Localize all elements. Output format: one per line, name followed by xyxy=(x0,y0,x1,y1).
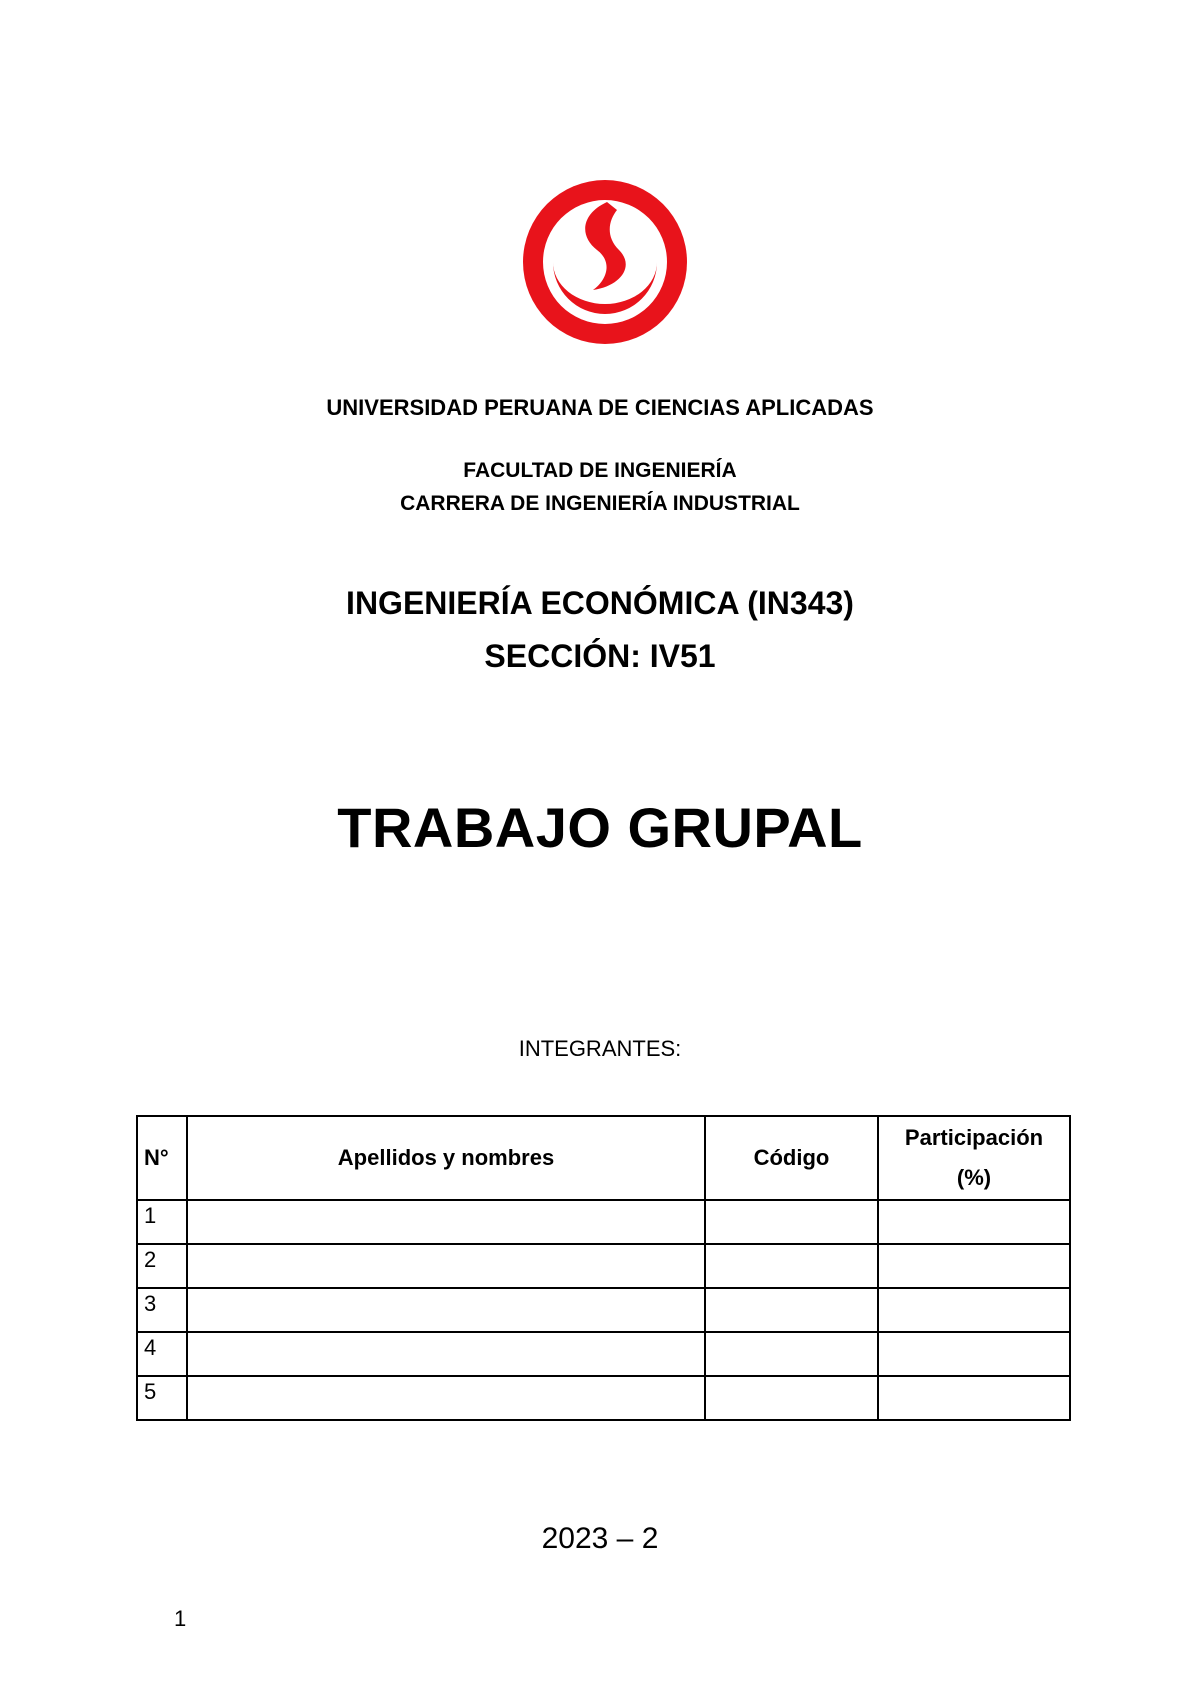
page-number: 1 xyxy=(174,1606,187,1631)
header-names: Apellidos y nombres xyxy=(187,1116,705,1200)
row-number: 2 xyxy=(137,1244,187,1288)
row-number: 3 xyxy=(137,1288,187,1332)
row-participation xyxy=(878,1332,1070,1376)
document-title: TRABAJO GRUPAL xyxy=(337,796,863,859)
row-code xyxy=(705,1244,878,1288)
members-label: INTEGRANTES: xyxy=(518,1036,682,1061)
university-logo xyxy=(523,180,687,344)
row-names xyxy=(187,1244,705,1288)
row-names xyxy=(187,1376,705,1420)
university-name: UNIVERSIDAD PERUANA DE CIENCIAS APLICADAS xyxy=(326,395,874,420)
career-name: CARRERA DE INGENIERÍA INDUSTRIAL xyxy=(400,492,800,515)
header-participation xyxy=(878,1116,1070,1200)
row-names xyxy=(187,1332,705,1376)
row-number: 4 xyxy=(137,1332,187,1376)
row-participation xyxy=(878,1376,1070,1420)
row-code xyxy=(705,1332,878,1376)
faculty-name: FACULTAD DE INGENIERÍA xyxy=(463,459,737,482)
row-participation xyxy=(878,1288,1070,1332)
row-names xyxy=(187,1200,705,1244)
header-participation-line1: Participación xyxy=(904,1125,1044,1150)
row-number: 1 xyxy=(137,1200,187,1244)
members-table xyxy=(136,1115,1071,1421)
row-participation xyxy=(878,1244,1070,1288)
header-participation-line2: (%) xyxy=(956,1165,992,1190)
row-participation xyxy=(878,1200,1070,1244)
course-section: SECCIÓN: IV51 xyxy=(484,638,716,674)
row-code xyxy=(705,1200,878,1244)
row-names xyxy=(187,1288,705,1332)
table-row xyxy=(137,1244,1070,1288)
course-name: INGENIERÍA ECONÓMICA (IN343) xyxy=(346,585,854,621)
table-row xyxy=(137,1332,1070,1376)
table-row xyxy=(137,1376,1070,1420)
table-row xyxy=(137,1288,1070,1332)
table-header-row xyxy=(137,1116,1070,1200)
row-code xyxy=(705,1376,878,1420)
table-row xyxy=(137,1200,1070,1244)
academic-period: 2023 – 2 xyxy=(541,1522,659,1555)
row-code xyxy=(705,1288,878,1332)
header-code: Código xyxy=(705,1116,878,1200)
header-number: N° xyxy=(137,1116,187,1200)
row-number: 5 xyxy=(137,1376,187,1420)
